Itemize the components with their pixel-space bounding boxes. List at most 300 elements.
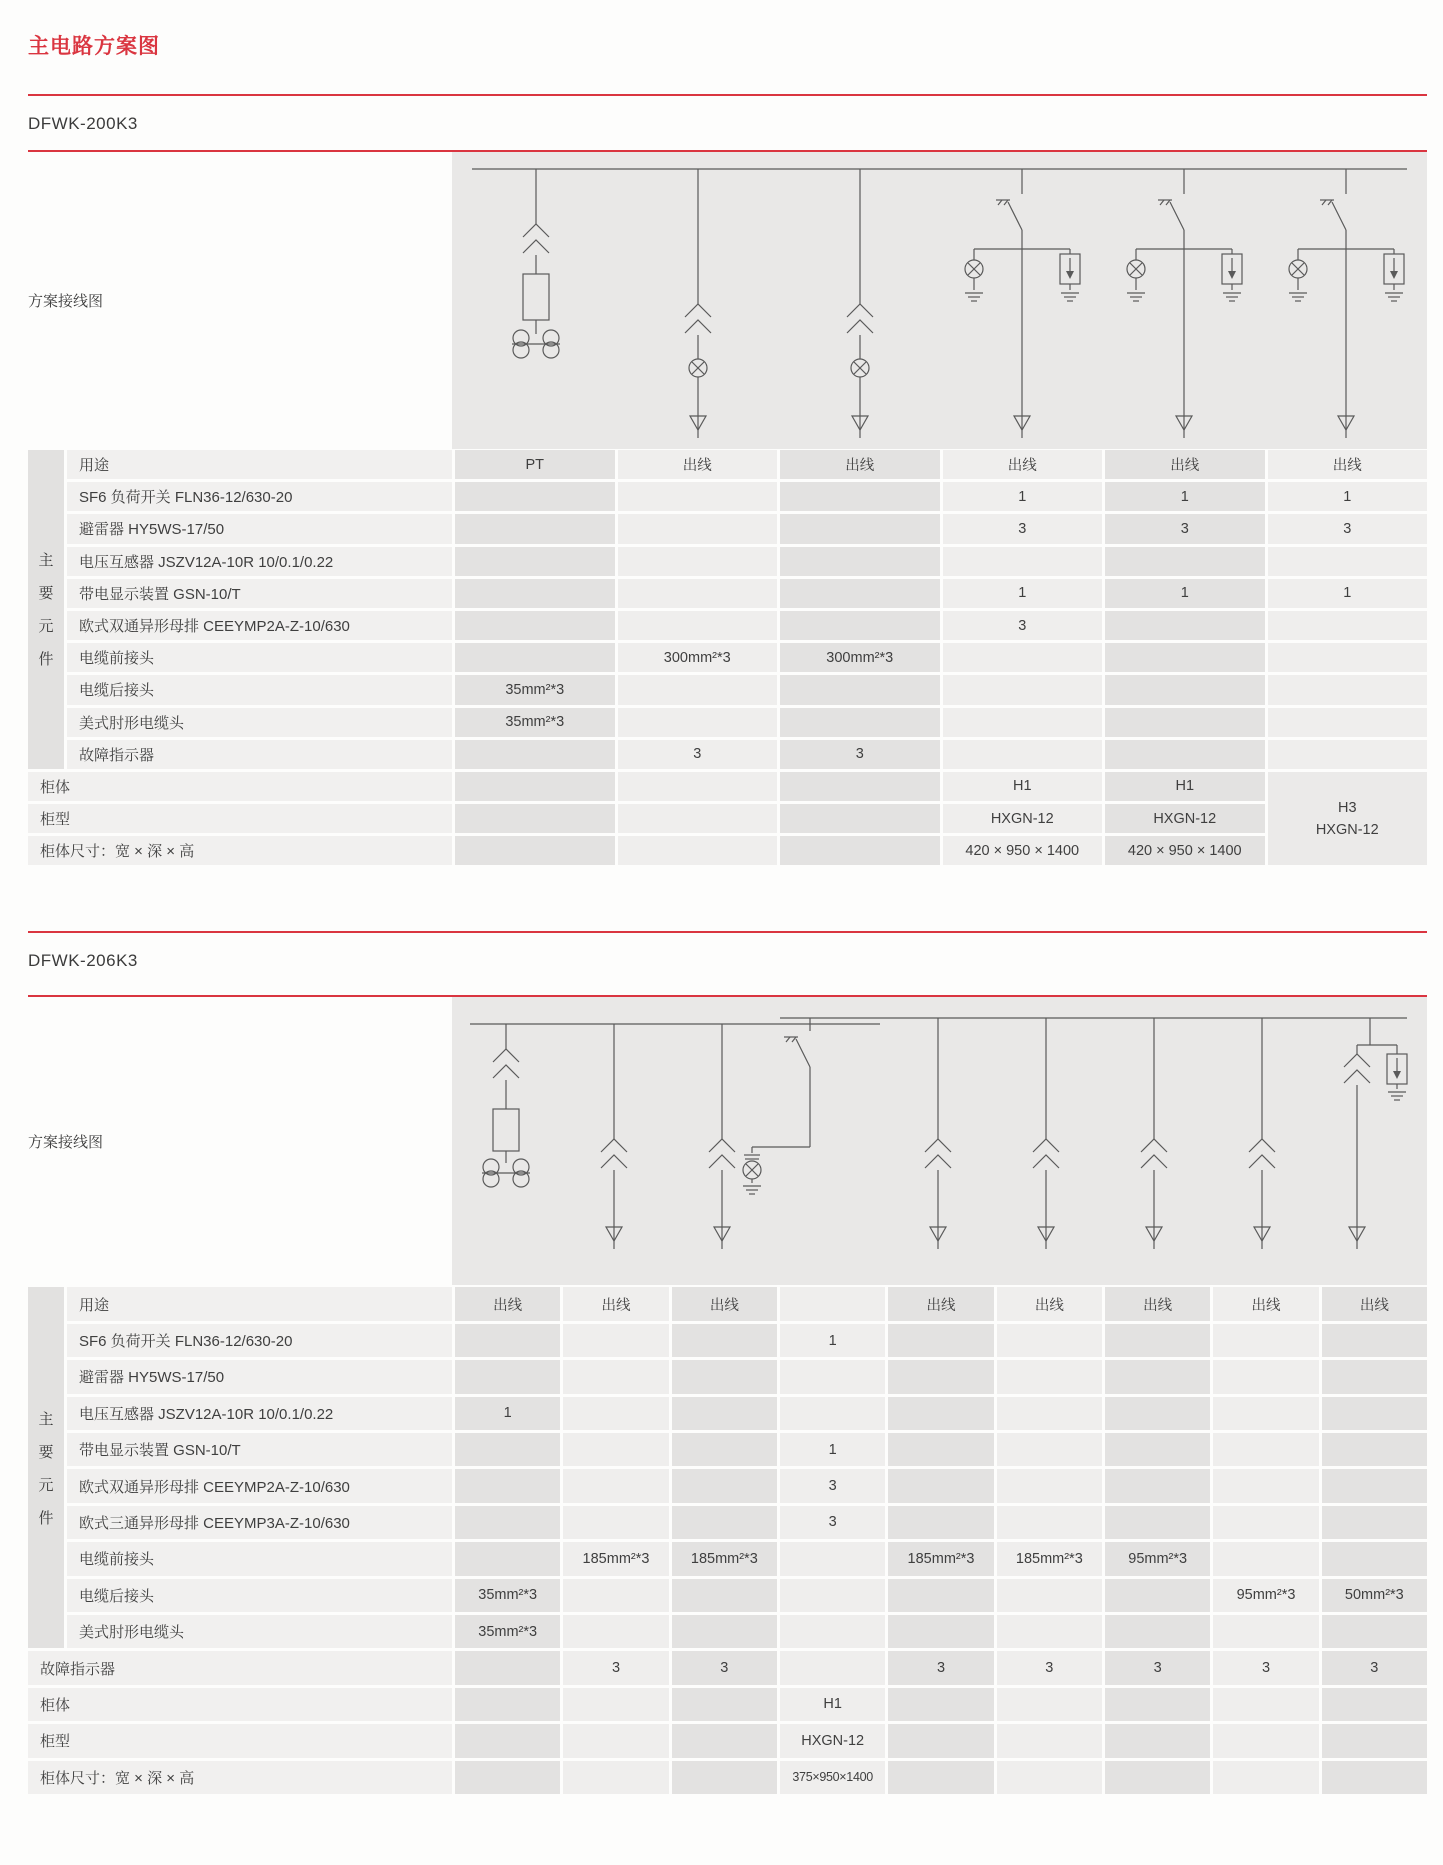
divider-rule [28,931,1427,933]
table-cell [455,643,615,672]
table-cell [780,514,940,543]
table-cell [455,804,615,833]
table-cell [997,1761,1102,1794]
group-label-char: 件 [38,651,54,669]
table-cell [1322,1542,1427,1575]
table-cell [888,1397,993,1430]
catalog-page [0,32,1443,1794]
table-cell [618,514,778,543]
column-header: 出线 [1105,450,1265,479]
table-cell: 185mm²*3 [888,1542,993,1575]
row-label: 带电显示装置 GSN-10/T [67,579,452,608]
column-header: 出线 [1213,1287,1318,1320]
table-cell [618,675,778,704]
table-cell: 420 × 950 × 1400 [943,836,1103,865]
table-cell: 3 [1105,514,1265,543]
load-switch-icon [1158,200,1184,230]
table-cell [997,1724,1102,1757]
table-cell: 1 [455,1397,560,1430]
table-cell [1322,1688,1427,1721]
table-cell [780,804,940,833]
column-header: 出线 [563,1287,668,1320]
table-cell [455,1469,560,1502]
table-cell [1105,740,1265,769]
row-label: 电缆后接头 [67,1579,452,1612]
model-label: DFWK-206K3 [28,951,138,971]
disconnect-icon [685,304,711,333]
row-label: 柜体尺寸：宽 × 深 × 高 [28,1761,452,1794]
disconnect-icon [709,1139,735,1168]
outgoing-arrow-icon [714,1221,730,1249]
table-cell [672,1761,777,1794]
table-cell [1105,1506,1210,1539]
disconnect-icon [1344,1054,1370,1083]
row-label: 美式肘形电缆头 [67,1615,452,1648]
group-label-char: 元 [38,1476,54,1494]
merged-cabinet-cell [1268,772,1428,866]
table-cell [943,547,1103,576]
row-label: 欧式三通异形母排 CEEYMP3A-Z-10/630 [67,1506,452,1539]
table-cell: 1 [943,482,1103,511]
disconnect-icon [523,224,549,253]
usage-row-label: 用途 [67,450,452,479]
table-cell [1322,1724,1427,1757]
table-cell [672,1506,777,1539]
group-label-char: 元 [38,618,54,636]
column-header: 出线 [672,1287,777,1320]
table-cell [1105,611,1265,640]
table-cell [672,1615,777,1648]
table-cell [563,1324,668,1357]
table-cell [997,1324,1102,1357]
table-cell: 420 × 950 × 1400 [1105,836,1265,865]
table-cell [1105,1688,1210,1721]
disconnect-icon [847,304,873,333]
pt-winding-icon [482,1159,530,1187]
table-cell: HXGN-12 [943,804,1103,833]
table-cell [780,547,940,576]
table-cell: 3 [618,740,778,769]
table-cell [455,547,615,576]
disconnect-icon [925,1139,951,1168]
table-cell [780,1615,885,1648]
table-cell [888,1761,993,1794]
table-cell: HXGN-12 [1105,804,1265,833]
table-cell [888,1579,993,1612]
table-cell [943,675,1103,704]
table-cell [1105,1579,1210,1612]
table-cell [672,1724,777,1757]
table-cell [1322,1469,1427,1502]
component-group-label [28,450,64,769]
table-cell [563,1688,668,1721]
disconnect-icon [1249,1139,1275,1168]
table-cell: 3 [1213,1651,1318,1684]
table-cell: 3 [997,1651,1102,1684]
table-cell [672,1469,777,1502]
row-label: 欧式双通异形母排 CEEYMP2A-Z-10/630 [67,611,452,640]
row-label: 柜型 [28,1724,452,1757]
table-cell [1268,740,1428,769]
table-cell: 185mm²*3 [563,1542,668,1575]
table-cell [618,482,778,511]
table-cell: 3 [943,514,1103,543]
column-header: 出线 [1322,1287,1427,1320]
table-cell [455,1688,560,1721]
component-group-label [28,1287,64,1648]
table-cell [1322,1615,1427,1648]
table-cell [780,579,940,608]
table-cell [780,611,940,640]
table-cell [455,1542,560,1575]
column-header: 出线 [455,1287,560,1320]
table-cell: 1 [1268,482,1428,511]
table-cell [672,1433,777,1466]
table-cell [563,1506,668,1539]
table-cell [672,1397,777,1430]
table-cell [1105,1615,1210,1648]
page-title: 主电路方案图 [28,35,160,58]
table-cell [1268,643,1428,672]
column-header: 出线 [1105,1287,1210,1320]
table-cell: 95mm²*3 [1105,1542,1210,1575]
usage-row-label: 用途 [67,1287,452,1320]
table-cell [1213,1688,1318,1721]
table-cell [455,740,615,769]
table-cell [563,1761,668,1794]
outgoing-arrow-icon [1146,1221,1162,1249]
table-cell [1105,708,1265,737]
table-cell [1322,1506,1427,1539]
table-cell [780,1397,885,1430]
table-cell: H1 [943,772,1103,801]
table-cell [618,708,778,737]
table-cell [780,1542,885,1575]
scheme-diagram-row [28,997,1427,1285]
table-cell [1105,1360,1210,1393]
table-cell [672,1688,777,1721]
table-cell [618,579,778,608]
table-cell [455,1651,560,1684]
switch-feeder-column [974,169,1070,410]
row-label: 避雷器 HY5WS-17/50 [67,514,452,543]
table-cell [1213,1724,1318,1757]
component-table [28,1287,1427,1793]
group-label-char: 要 [38,585,54,603]
table-cell [1213,1506,1318,1539]
table-cell [780,1360,885,1393]
table-cell [1213,1615,1318,1648]
table-cell [997,1397,1102,1430]
table-cell: 3 [888,1651,993,1684]
row-label: 带电显示装置 GSN-10/T [67,1433,452,1466]
row-label: 电压互感器 JSZV12A-10R 10/0.1/0.22 [67,547,452,576]
outgoing-arrow-icon [606,1221,622,1249]
outgoing-arrow-icon [690,410,706,438]
table-cell [997,1469,1102,1502]
table-cell [780,675,940,704]
load-switch-icon [1320,200,1346,230]
table-cell: 50mm²*3 [1322,1579,1427,1612]
table-cell [618,611,778,640]
earth-icon [965,293,983,301]
merged-cell-line: H3 [1337,799,1357,816]
row-label: 电压互感器 JSZV12A-10R 10/0.1/0.22 [67,1397,452,1430]
switch-feeder-column [1298,169,1394,410]
table-cell: 185mm²*3 [672,1542,777,1575]
column-header: PT [455,450,615,479]
table-cell [1322,1397,1427,1430]
table-cell [943,740,1103,769]
switch-feeder-column [1136,169,1232,410]
table-cell: 1 [1105,482,1265,511]
group-label-char: 要 [38,1443,54,1461]
table-cell [1268,611,1428,640]
table-cell [1322,1360,1427,1393]
table-cell [563,1433,668,1466]
table-cell [997,1615,1102,1648]
outgoing-arrow-icon [1338,410,1354,438]
table-cell [563,1615,668,1648]
table-cell [618,804,778,833]
arrester-icon [1222,254,1242,284]
table-cell: 1 [780,1324,885,1357]
cable-terminal-icon [851,359,869,377]
table-cell [1213,1433,1318,1466]
table-cell [1322,1761,1427,1794]
table-cell [1213,1397,1318,1430]
group-label-char: 件 [38,1509,54,1527]
diagram-label: 方案接线图 [28,293,104,310]
table-cell: 3 [1322,1651,1427,1684]
earth-icon [1289,293,1307,301]
disconnect-icon [493,1049,519,1078]
table-cell [455,611,615,640]
table-cell [780,772,940,801]
table-cell [1213,1324,1318,1357]
table-cell [1322,1324,1427,1357]
divider-rule [28,94,1427,96]
table-cell: 3 [563,1651,668,1684]
table-cell [1105,1469,1210,1502]
table-cell: 300mm²*3 [618,643,778,672]
table-cell: HXGN-12 [780,1724,885,1757]
load-switch-icon [996,200,1022,230]
single-line-diagram [452,997,1427,1285]
table-cell: H1 [780,1688,885,1721]
earth-icon [1061,293,1079,301]
row-label: 故障指示器 [28,1651,452,1684]
table-cell [563,1469,668,1502]
table-cell [455,1360,560,1393]
fuse-icon [493,1109,519,1151]
table-cell [563,1397,668,1430]
table-cell: 3 [672,1651,777,1684]
table-cell [563,1579,668,1612]
table-cell: 3 [1105,1651,1210,1684]
arrester-icon [1387,1054,1407,1084]
table-cell [618,836,778,865]
row-label: 美式肘形电缆头 [67,708,452,737]
table-cell: 3 [943,611,1103,640]
model-label: DFWK-200K3 [28,114,138,133]
table-cell [455,514,615,543]
cable-terminal-icon [965,260,983,278]
table-cell: 3 [780,1469,885,1502]
outgoing-arrow-icon [1176,410,1192,438]
table-cell: 1 [780,1433,885,1466]
row-label: 欧式双通异形母排 CEEYMP2A-Z-10/630 [67,1469,452,1502]
table-cell: 35mm²*3 [455,1615,560,1648]
row-label: 故障指示器 [67,740,452,769]
row-label: 柜体 [28,772,452,801]
table-cell [455,1433,560,1466]
table-cell [1268,547,1428,576]
table-cell [563,1724,668,1757]
row-label: 电缆前接头 [67,643,452,672]
table-cell [455,1506,560,1539]
table-cell [888,1615,993,1648]
single-line-diagram-svg [452,997,1427,1285]
table-cell [1105,1397,1210,1430]
table-cell [455,1324,560,1357]
outgoing-arrow-icon [1038,1221,1054,1249]
scheme-diagram-row [28,152,1427,449]
table-cell [888,1506,993,1539]
table-cell [888,1433,993,1466]
column-header: 出线 [618,450,778,479]
diagram-label: 方案接线图 [28,1133,104,1151]
arrester-icon [1060,254,1080,284]
row-label: 电缆前接头 [67,1542,452,1575]
single-line-diagram-svg [452,152,1427,449]
table-cell [1105,1761,1210,1794]
column-header: 出线 [943,450,1103,479]
table-cell [943,708,1103,737]
outgoing-arrow-icon [852,410,868,438]
group-label-char: 主 [38,552,54,570]
table-cell [618,547,778,576]
table-cell [1105,547,1265,576]
table-cell: 1 [1268,579,1428,608]
load-switch-icon [784,1037,810,1067]
earth-icon [1223,293,1241,301]
table-cell: 35mm²*3 [455,708,615,737]
table-cell [1105,643,1265,672]
table-cell [455,1724,560,1757]
row-label: 电缆后接头 [67,675,452,704]
table-cell: 185mm²*3 [997,1542,1102,1575]
table-cell [455,482,615,511]
table-cell [780,1651,885,1684]
table-cell: 300mm²*3 [780,643,940,672]
pt-winding-icon [512,330,560,358]
table-cell [1105,1433,1210,1466]
column-header: 出线 [888,1287,993,1320]
table-cell: 3 [780,740,940,769]
table-cell: 1 [1105,579,1265,608]
table-cell [1213,1761,1318,1794]
group-label-char: 主 [38,1410,54,1428]
earth-icon [743,1186,761,1194]
row-label: SF6 负荷开关 FLN36-12/630-20 [67,482,452,511]
table-cell [1105,1324,1210,1357]
table-cell [672,1579,777,1612]
table-cell [997,1433,1102,1466]
outgoing-arrow-icon [1349,1221,1365,1249]
row-label: 柜体 [28,1688,452,1721]
earth-icon [1388,1092,1406,1100]
disconnect-icon [1141,1139,1167,1168]
fuse-icon [523,274,549,320]
table-cell [1213,1542,1318,1575]
disconnect-icon [601,1139,627,1168]
table-cell: 375×950×1400 [780,1761,885,1794]
table-cell [997,1688,1102,1721]
table-cell [943,643,1103,672]
table-cell [780,836,940,865]
table-cell [672,1324,777,1357]
table-cell [888,1360,993,1393]
row-label: SF6 负荷开关 FLN36-12/630-20 [67,1324,452,1357]
column-header: 出线 [997,1287,1102,1320]
table-cell [563,1360,668,1393]
table-cell [455,836,615,865]
earth-icon [1385,293,1403,301]
merged-cell-line: HXGN-12 [1315,821,1379,838]
disconnect-icon [1033,1139,1059,1168]
cable-terminal-icon [743,1161,761,1179]
column-header: 出线 [780,450,940,479]
component-table [28,450,1427,865]
table-cell [997,1360,1102,1393]
arrester-icon [1384,254,1404,284]
table-cell [780,1579,885,1612]
outgoing-arrow-icon [1254,1221,1270,1249]
table-cell [1105,1724,1210,1757]
table-cell: 3 [780,1506,885,1539]
table-cell: 1 [943,579,1103,608]
single-line-diagram [452,152,1427,449]
table-cell [888,1324,993,1357]
cable-terminal-icon [1127,260,1145,278]
table-cell [455,772,615,801]
table-cell: 95mm²*3 [1213,1579,1318,1612]
feeder-arrester-column [1357,1018,1397,1221]
outgoing-arrow-icon [930,1221,946,1249]
row-label: 避雷器 HY5WS-17/50 [67,1360,452,1393]
table-cell [780,708,940,737]
column-header: 出线 [1268,450,1428,479]
bus-tie-column [744,1018,810,1183]
table-cell [1268,675,1428,704]
table-cell [780,482,940,511]
cable-terminal-icon [689,359,707,377]
outgoing-arrow-icon [1014,410,1030,438]
row-label: 柜型 [28,804,452,833]
table-cell [997,1579,1102,1612]
table-cell: 35mm²*3 [455,1579,560,1612]
table-cell [618,772,778,801]
table-cell [997,1506,1102,1539]
table-cell [455,579,615,608]
table-cell: H1 [1105,772,1265,801]
table-cell [1213,1360,1318,1393]
table-cell [1268,708,1428,737]
table-cell [1322,1433,1427,1466]
cable-terminal-icon [1289,260,1307,278]
table-cell: 3 [1268,514,1428,543]
